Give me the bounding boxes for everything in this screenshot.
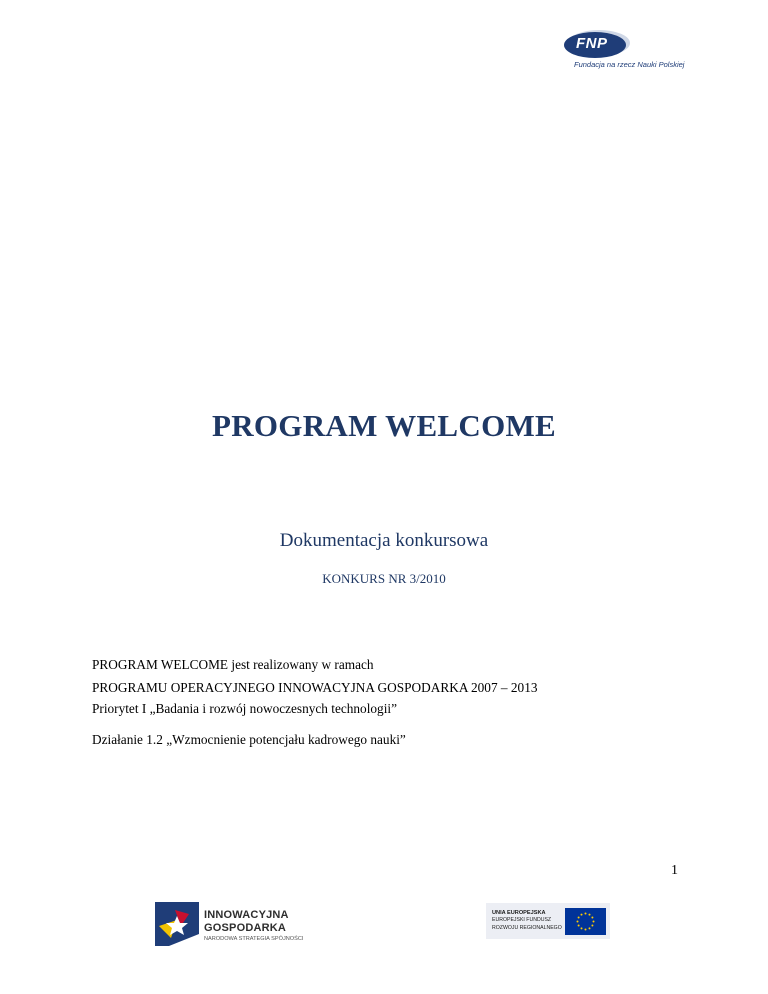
ig-logo-line-3: NARODOWA STRATEGIA SPÓJNOŚCI — [204, 936, 304, 942]
body-line-1: PROGRAM WELCOME jest realizowany w ramach — [92, 657, 374, 672]
star-emblem-icon — [155, 902, 199, 946]
fnp-logo — [560, 30, 685, 74]
eu-logo-line-3: ROZWOJU REGIONALNEGO — [492, 924, 562, 931]
ig-logo-line-2: GOSPODARKA — [204, 922, 287, 934]
body-line-3: Priorytet I „Badania i rozwój nowoczesnych technologii” — [92, 701, 397, 716]
page-number: 1 — [671, 863, 678, 878]
ig-logo-line-1: INNOWACYJNA — [204, 909, 289, 921]
document-subtitle: Dokumentacja konkursowa — [279, 530, 489, 551]
body-line-4: Działanie 1.2 „Wzmocnienie potencjału kadrowego nauki” — [92, 732, 406, 747]
fnp-logo-subtitle: Fundacja na rzecz Nauki Polskiej — [574, 60, 685, 69]
body-line-2: PROGRAMU OPERACYJNEGO INNOWACYJNA GOSPODARKA 2007 – 2013 — [92, 680, 538, 695]
eu-flag-icon — [565, 908, 606, 935]
contest-number: KONKURS NR 3/2010 — [322, 571, 446, 586]
eu-logo-text — [492, 910, 562, 932]
eu-logo-line-2: EUROPEJSKI FUNDUSZ — [492, 917, 552, 924]
document-title: PROGRAM WELCOME — [211, 408, 557, 443]
fnp-logo-text: FNP — [576, 35, 608, 52]
eu-fund-logo — [486, 903, 610, 939]
innowacyjna-gospodarka-logo — [155, 902, 315, 946]
eu-logo-line-1: UNIA EUROPEJSKA — [492, 910, 546, 916]
